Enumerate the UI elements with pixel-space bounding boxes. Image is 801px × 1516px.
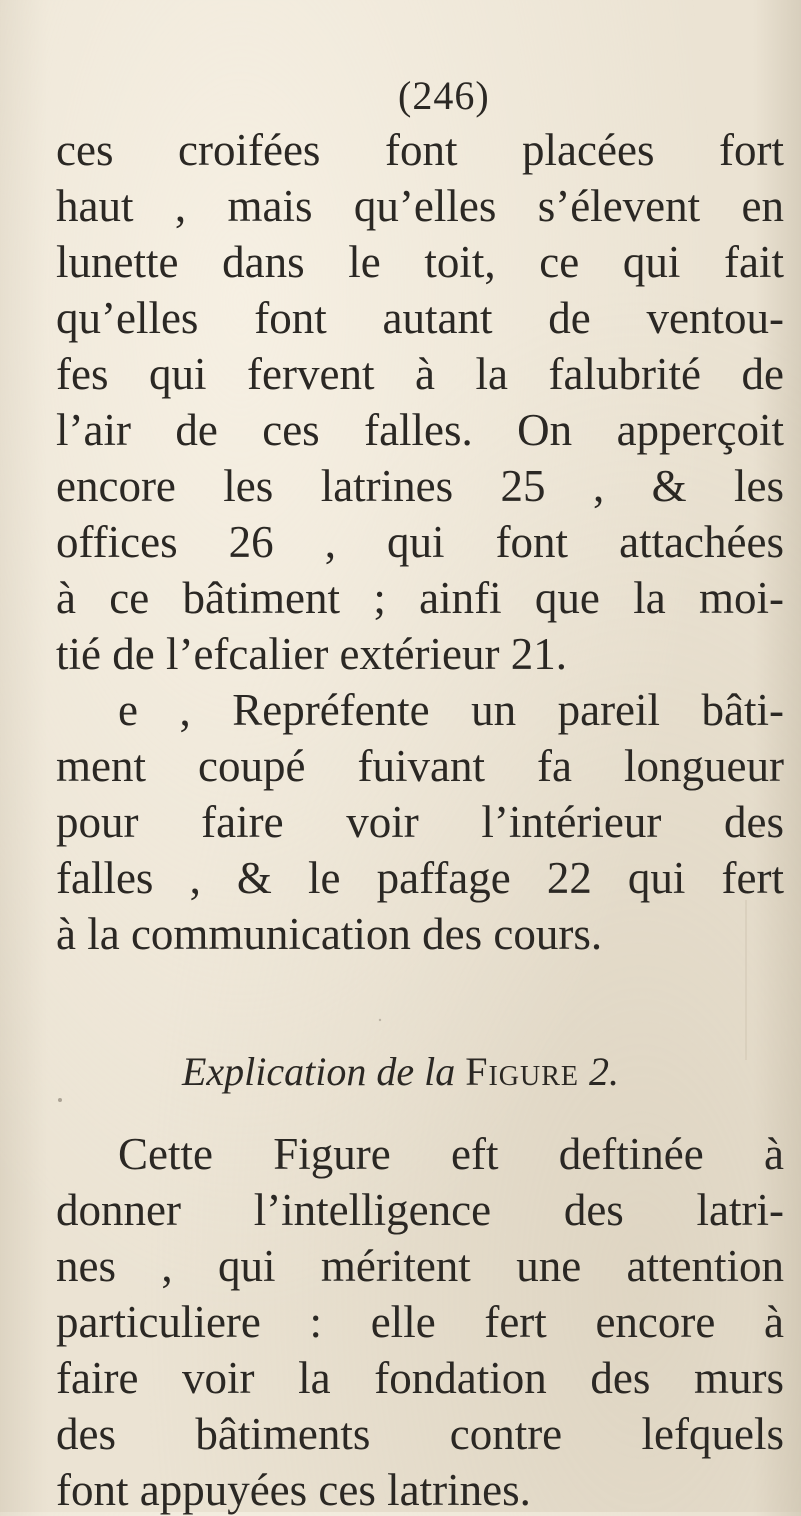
text-line: Cette Figure eft deftinée à [118,1129,784,1179]
text-line: font appuyées ces latrines. [56,1465,531,1515]
text-line: ment coupé fuivant fa longueur [56,741,784,791]
text-line: lunette dans le toit, ce qui fait [56,237,784,287]
text-line: des bâtiments contre lefquels [56,1409,784,1459]
text-line: offices 26 , qui font attachées [56,517,784,567]
text-line: haut , mais qu’elles s’élevent en [56,181,784,231]
section-heading [0,1048,801,1096]
text-line: à la communication des cours. [56,909,603,959]
text-line: tié de l’efcalier extérieur 21. [56,629,567,679]
text-line: ces croifées font placées fort [56,125,784,175]
text-line: encore les latrines 25 , & les [56,461,784,511]
text-line: e , Repréfente un pareil bâti- [118,685,784,735]
text-line: faire voir la fondation des murs [56,1353,784,1403]
text-line: l’air de ces falles. On apperçoit [56,405,784,455]
text-line: nes , qui méritent une attention [56,1241,784,1291]
heading-number: 2. [589,1049,620,1094]
heading-figure-word: Figure [465,1049,580,1094]
heading-prefix: Explication de la [181,1049,456,1094]
text-line: à ce bâtiment ; ainfi que la moi- [56,573,784,623]
text-line: falles , & le paffage 22 qui fert [56,853,784,903]
page-number: (246) [398,73,490,118]
text-line: fes qui fervent à la falubrité de [56,349,784,399]
text-line: qu’elles font autant de ventou- [56,293,784,343]
text-line: particuliere : elle fert encore à [56,1297,784,1347]
text-line: pour faire voir l’intérieur des [56,797,784,847]
text-line: donner l’intelligence des latri- [56,1185,784,1235]
